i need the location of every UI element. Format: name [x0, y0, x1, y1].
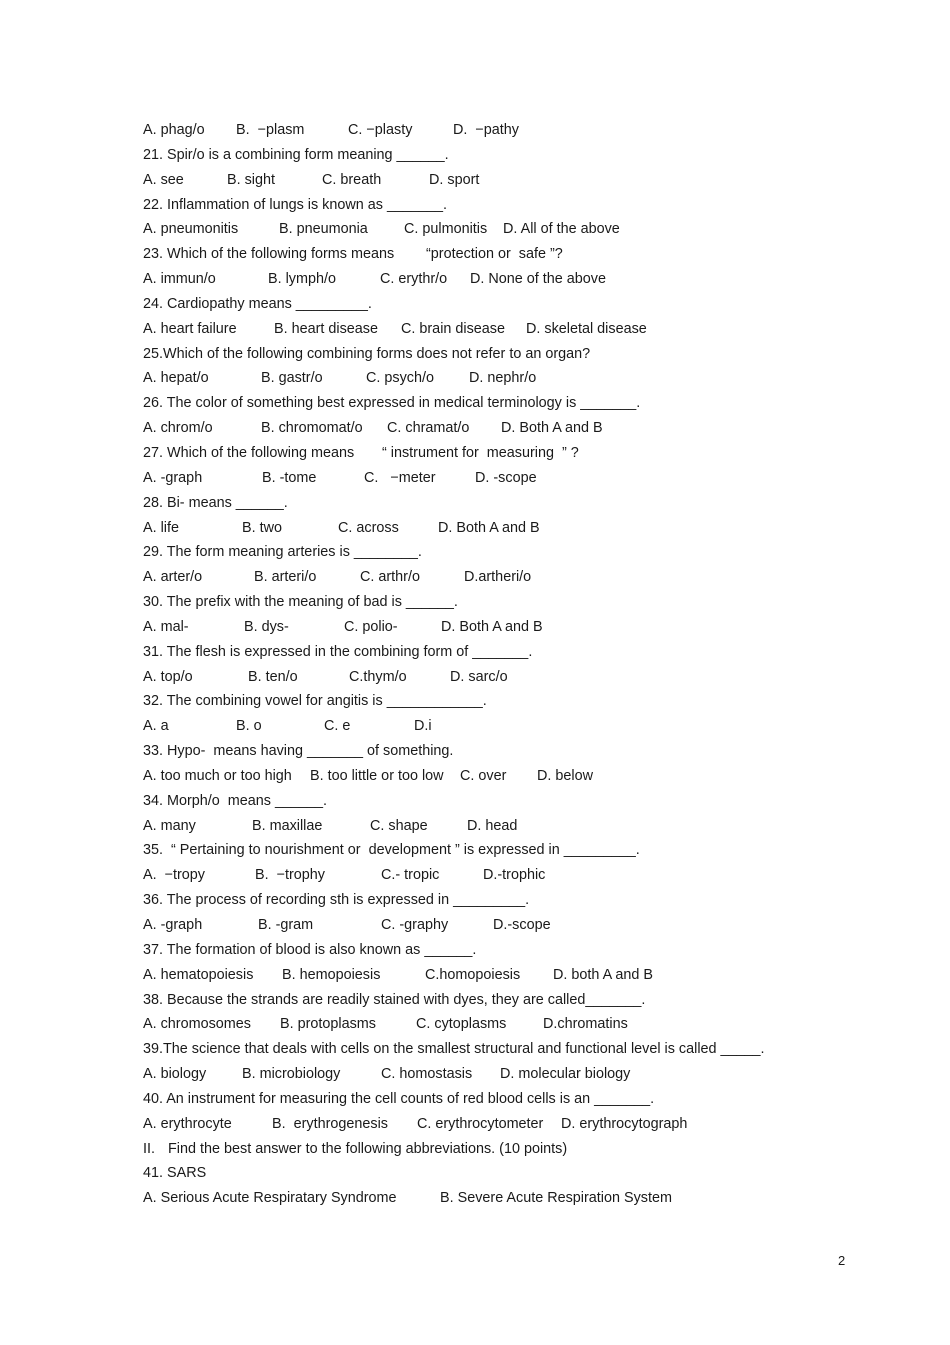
answer-option: D. None of the above: [470, 271, 607, 288]
question-text-part: 31. The flesh is expressed in the combining form of _______.: [143, 643, 533, 660]
question-text: [143, 689, 843, 714]
question-text: [143, 342, 843, 367]
section-heading-part: II.: [143, 1140, 155, 1157]
answer-options-row: [143, 267, 843, 292]
answer-options-row: [143, 565, 843, 590]
answer-option: C.- tropic: [381, 867, 440, 884]
question-text: [143, 491, 843, 516]
answer-option: B. microbiology: [242, 1066, 341, 1083]
answer-option: A. top/o: [143, 668, 193, 685]
answer-option: A. heart failure: [143, 320, 237, 337]
answer-option: A. biology: [143, 1066, 207, 1083]
answer-option: C. across: [338, 519, 399, 536]
answer-option: B. −plasm: [236, 122, 305, 138]
answer-option: A. life: [143, 519, 179, 536]
answer-option: C. shape: [370, 817, 428, 834]
question-text: [143, 590, 843, 615]
answer-option: A. chrom/o: [143, 420, 213, 437]
answer-option: D. below: [537, 767, 593, 784]
question-text-part: ” ?: [562, 444, 579, 461]
question-text-part: 21. Spir/o is a combining form meaning ______.: [143, 146, 449, 163]
question-text-part: 25.Which of the following combining forms does not refer to an organ?: [143, 345, 591, 362]
answer-options-row: [143, 416, 843, 441]
question-text: [143, 242, 843, 267]
answer-options-row: [143, 366, 843, 391]
question-text: [143, 540, 843, 565]
question-text-part: 34. Morph/o means ______.: [143, 792, 328, 809]
answer-option: C. −meter: [364, 469, 436, 486]
page-number: 2: [838, 1253, 846, 1268]
question-text-part: 28. Bi- means ______.: [143, 494, 288, 511]
answer-option: D. molecular biology: [500, 1066, 631, 1083]
question-text: [143, 1087, 843, 1112]
answer-option: A. Serious Acute Respiratary Syndrome: [143, 1190, 397, 1207]
answer-option: A. -graph: [143, 917, 203, 933]
question-text: [143, 938, 843, 963]
answer-option: A. erythrocyte: [143, 1115, 232, 1132]
answer-options-row: [143, 913, 843, 938]
question-text: [143, 640, 843, 665]
answer-options-row: [143, 1112, 843, 1137]
answer-options-row: [143, 168, 843, 193]
section-heading: [143, 1137, 843, 1162]
question-text-part: 38. Because the strands are readily stained with dyes, they are called_______.: [143, 991, 646, 1008]
answer-option: B. erythrogenesis: [272, 1115, 388, 1132]
question-text: [143, 988, 843, 1013]
question-text-part: 33. Hypo- means having _______ of something.: [143, 743, 454, 760]
answer-option: D.-trophic: [483, 867, 546, 884]
answer-option: B. two: [242, 519, 282, 536]
answer-option: D.chromatins: [543, 1016, 628, 1033]
answer-option: B. maxillae: [252, 817, 323, 834]
answer-option: D. erythrocytograph: [561, 1115, 688, 1132]
answer-option: B. ten/o: [248, 668, 298, 685]
answer-option: A. phag/o: [143, 122, 205, 138]
question-text-part: 27. Which of the following means: [143, 444, 355, 461]
answer-option: C. psych/o: [366, 370, 434, 387]
answer-option: C. chramat/o: [387, 420, 470, 437]
answer-option: B. dys-: [244, 618, 289, 635]
answer-options-row: [143, 466, 843, 491]
question-text: [143, 838, 843, 863]
answer-option: D. head: [467, 817, 518, 834]
answer-options-row: [143, 615, 843, 640]
answer-options-row: [143, 714, 843, 739]
answer-option: A. arter/o: [143, 569, 203, 586]
question-text-part: 35. “ Pertaining to nourishment or development ” is expressed in _________.: [143, 842, 640, 859]
answer-option: A. chromosomes: [143, 1016, 251, 1033]
answer-option: C. −plasty: [348, 122, 413, 138]
question-text-part: 23. Which of the following forms means: [143, 246, 395, 263]
question-text: [143, 193, 843, 218]
answer-option: A. −tropy: [143, 867, 205, 884]
question-text: [143, 1037, 843, 1062]
question-text: [143, 143, 843, 168]
answer-option: B. o: [236, 718, 262, 735]
answer-option: D. All of the above: [503, 221, 620, 238]
answer-option: B. −trophy: [255, 867, 325, 884]
answer-option: C. over: [460, 767, 507, 784]
answer-option: D. both A and B: [553, 966, 654, 983]
answer-option: B. -gram: [258, 917, 314, 933]
answer-option: C. homostasis: [381, 1066, 473, 1083]
question-text-part: 22. Inflammation of lungs is known as _______.: [143, 196, 447, 213]
answer-option: C. pulmonitis: [404, 221, 488, 238]
answer-option: B. -tome: [262, 469, 317, 486]
answer-options-row: [143, 764, 843, 789]
question-text-part: 36. The process of recording sth is expressed in _________.: [143, 892, 530, 909]
answer-option: D. Both A and B: [501, 420, 603, 437]
answer-options-row: [143, 863, 843, 888]
question-list: [143, 118, 843, 1211]
answer-option: D. -scope: [475, 469, 537, 486]
answer-option: C. brain disease: [401, 320, 505, 337]
answer-option: A. hematopoiesis: [143, 966, 254, 983]
answer-options-row: [143, 118, 843, 143]
question-text: [143, 292, 843, 317]
answer-option: C. erythr/o: [380, 271, 448, 288]
answer-option: D.-scope: [493, 917, 551, 933]
answer-options-row: [143, 516, 843, 541]
answer-option: B. gastr/o: [261, 370, 323, 387]
answer-option: D. Both A and B: [441, 618, 543, 635]
answer-option: A. -graph: [143, 469, 203, 486]
question-text: [143, 391, 843, 416]
answer-option: C. cytoplasms: [416, 1016, 507, 1033]
answer-option: D.i: [414, 718, 432, 735]
question-text-part: 41. SARS: [143, 1165, 207, 1182]
answer-option: A. many: [143, 817, 196, 834]
question-text-part: 24. Cardiopathy means _________.: [143, 295, 372, 312]
answer-options-row: [143, 1062, 843, 1087]
answer-option: A. hepat/o: [143, 370, 209, 387]
answer-option: C. erythrocytometer: [417, 1115, 544, 1132]
answer-option: C.thym/o: [349, 668, 407, 685]
question-text-part: 37. The formation of blood is also known as ______.: [143, 941, 477, 958]
answer-option: A. too much or too high: [143, 767, 292, 784]
answer-option: B. too little or too low: [310, 767, 444, 784]
answer-option: B. hemopoiesis: [282, 966, 381, 983]
answer-option: A. see: [143, 171, 184, 188]
answer-option: D. −pathy: [453, 122, 519, 138]
answer-option: A. mal-: [143, 618, 189, 635]
answer-option: C. -graphy: [381, 917, 449, 933]
answer-options-row: [143, 317, 843, 342]
answer-option: B. sight: [227, 171, 275, 188]
answer-option: D. sport: [429, 171, 480, 188]
question-text-part: 32. The combining vowel for angitis is ____________.: [143, 693, 487, 710]
answer-option: D. sarc/o: [450, 668, 508, 685]
answer-options-row: [143, 814, 843, 839]
question-text-part: 29. The form meaning arteries is ________.: [143, 544, 422, 561]
answer-option: D. skeletal disease: [526, 320, 647, 337]
question-text-part: 39.The science that deals with cells on the smallest structural and functional level is called _____.: [143, 1041, 765, 1058]
question-text: [143, 888, 843, 913]
answer-option: D.artheri/o: [464, 569, 532, 586]
answer-options-row: [143, 1012, 843, 1037]
question-text: [143, 789, 843, 814]
section-heading-part: Find the best answer to the following abbreviations. (10 points): [168, 1140, 568, 1157]
answer-option: D. nephr/o: [469, 370, 537, 387]
answer-option: A. immun/o: [143, 271, 216, 288]
answer-option: B. arteri/o: [254, 569, 317, 586]
answer-option: D. Both A and B: [438, 519, 540, 536]
answer-option: B. chromomat/o: [261, 420, 363, 437]
question-text: [143, 1161, 843, 1186]
question-text-part: 40. An instrument for measuring the cell counts of red blood cells is an _______.: [143, 1090, 655, 1107]
question-text: [143, 739, 843, 764]
answer-option: C. polio-: [344, 618, 398, 635]
answer-options-row: [143, 665, 843, 690]
answer-options-row: [143, 217, 843, 242]
answer-option: C. arthr/o: [360, 569, 420, 586]
answer-option: B. protoplasms: [280, 1016, 376, 1033]
answer-options-row: [143, 963, 843, 988]
answer-option: A. pneumonitis: [143, 221, 239, 238]
question-text: [143, 441, 843, 466]
question-text-part: 30. The prefix with the meaning of bad is ______.: [143, 594, 458, 611]
answer-option: C. breath: [322, 171, 382, 188]
question-text-part: “protection or safe ”?: [426, 246, 563, 263]
answer-option: B. lymph/o: [268, 271, 336, 288]
answer-option: C. e: [324, 718, 351, 735]
answer-option: A. a: [143, 718, 169, 735]
answer-option: C.homopoiesis: [425, 966, 521, 983]
answer-option: B. Severe Acute Respiration System: [440, 1190, 672, 1207]
answer-option: B. heart disease: [274, 320, 378, 337]
answer-options-row: [143, 1186, 843, 1211]
question-text-part: “ instrument for measuring: [382, 444, 554, 461]
answer-option: B. pneumonia: [279, 221, 368, 238]
question-text-part: 26. The color of something best expressed in medical terminology is _______.: [143, 395, 641, 412]
